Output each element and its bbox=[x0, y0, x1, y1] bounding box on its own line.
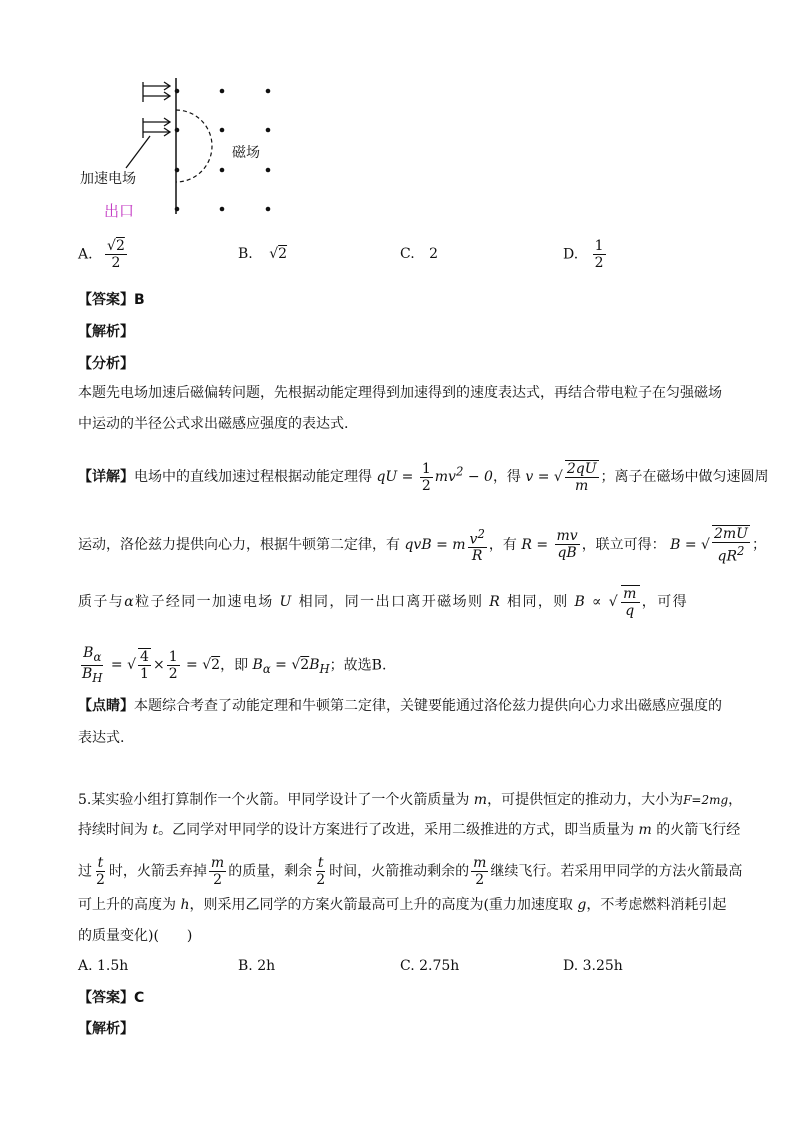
detail-text-3b: 粒子经同一加速电场 bbox=[135, 594, 274, 610]
q5-text-4b: ，则采用乙同学的方案火箭最高可上升的高度为(重力加速度取 bbox=[189, 897, 573, 913]
q5-text-3c: 的质量，剩余 bbox=[228, 863, 313, 880]
q5-text-2c: 的火箭飞行经 bbox=[656, 822, 741, 838]
formula-energy: qU = $\frac{1}{2}$ $mv^2 - 0$ bbox=[376, 460, 493, 494]
detail-text-1c: ；离子在磁场中做匀速圆周 bbox=[600, 469, 769, 485]
q5-line4: 可上升的高度为 h，则采用乙同学的方案火箭最高可上升的高度为(重力加速度取 g，不考虑燃料消耗引起 bbox=[78, 897, 727, 913]
formula-lorentz: qvB = m $\frac{v^2}{R}$ bbox=[404, 526, 485, 565]
q5-line1: 5.某实验小组打算制作一个火箭。甲同学设计了一个火箭质量为 m，可提供恒定的推动力，大小为F=2mg， bbox=[78, 792, 743, 808]
formula-velocity: v = √ $\frac{2qU}{m}$ bbox=[525, 461, 597, 494]
q5-text-3b: 时，火箭丢弃掉 bbox=[108, 863, 207, 880]
option-c-value: 2 bbox=[429, 246, 439, 262]
detail-text-4b: ；故选B. bbox=[329, 657, 387, 674]
q5-option-a: A. 1.5h bbox=[78, 958, 129, 974]
label-magnetic-field: 磁场 bbox=[232, 145, 260, 161]
label-exit: 出口 bbox=[104, 202, 135, 220]
q4-detail-line1 bbox=[78, 460, 769, 494]
q5-option-d: D. 3.25h bbox=[563, 958, 623, 974]
q5-text-4c: ，不考虑燃料消耗引起 bbox=[586, 897, 727, 913]
q5-option-b: B. 2h bbox=[238, 958, 276, 974]
q5-jiexi-heading: 【解析】 bbox=[78, 1021, 134, 1037]
q4-analysis-line2: 中运动的半径公式求出磁感应强度的表达式. bbox=[78, 416, 349, 432]
detail-text-1: 电场中的直线加速过程根据动能定理得 bbox=[134, 469, 372, 485]
detail-text-4: ，即 bbox=[220, 657, 249, 674]
dianjing-tag: 【点睛】 bbox=[78, 698, 134, 714]
q5-option-c: C. 2.75h bbox=[400, 958, 460, 974]
q5-text-1b: ，可提供恒定的推动力，大小为 bbox=[487, 792, 684, 808]
detail-text-3d: 相同，则 bbox=[507, 594, 569, 610]
q4-detail-line3: 质子与α粒子经同一加速电场 U 相同，同一出口离开磁场则 R 相同，则 B ∝ √ $\frac{m}{q}$ ，可得 bbox=[78, 586, 688, 619]
q4-jiexi-heading: 【解析】 bbox=[78, 324, 134, 340]
detail-text-2: 运动，洛伦兹力提供向心力，根据牛顿第二定律，有 bbox=[78, 536, 400, 553]
q5-line5: 的质量变化)( ) bbox=[78, 928, 193, 944]
formula-field: B = √ $\frac{2mU}{qR^2}$ bbox=[670, 526, 748, 565]
q5-text-3d: 时间，火箭推动剩余的 bbox=[329, 863, 470, 880]
q5-text-3e: 继续飞行。若采用甲同学的方法火箭最高 bbox=[490, 863, 743, 880]
physics-figure bbox=[78, 72, 298, 232]
detail-text-3a: 质子与 bbox=[78, 594, 125, 610]
option-d-label: D. bbox=[563, 246, 579, 263]
q4-fenxi-heading: 【分析】 bbox=[78, 356, 134, 372]
q5-text-2a: 持续时间为 bbox=[78, 822, 148, 838]
formula-radius: R = $\frac{mv}{qB}$ bbox=[521, 528, 578, 562]
detail-text-1b: ，得 bbox=[492, 469, 521, 485]
option-d bbox=[563, 238, 608, 271]
q5-line3: 过 $\frac{t}{2}$ 时，火箭丢弃掉 $\frac{m}{2}$ 的质量，剩余 $\frac{t}{2}$ 时间，火箭推动剩余的 $\frac{m}{2}$ 继续飞行。若采用甲同学的方法火箭最高 bbox=[78, 855, 743, 888]
q5-line2: 持续时间为 t。乙同学对甲同学的设计方案进行了改进，采用二级推进的方式，即当质量为 m 的火箭飞行经 bbox=[78, 822, 741, 838]
detail-text-3c: 相同，同一出口离开磁场则 bbox=[298, 594, 484, 610]
q5-answer: 【答案】C bbox=[78, 990, 145, 1006]
dianjing-text-1: 本题综合考查了动能定理和牛顿第二定律，关键要能通过洛伦兹力提供向心力求出磁感应强度的 bbox=[134, 698, 722, 714]
detail-text-2c: ，联立可得： bbox=[581, 536, 666, 553]
formula-proportional: B ∝ √ $\frac{m}{q}$ bbox=[574, 586, 638, 619]
q4-detail-line2: 运动，洛伦兹力提供向心力，根据牛顿第二定律，有 qvB = m $\frac{v^2}{R}$ ，有 R = $\frac{mv}{qB}$ ，联立可得： B = √ $\frac{2mU}{qR^2}$ ； bbox=[78, 526, 766, 565]
label-accelerating-field: 加速电场 bbox=[80, 171, 136, 187]
q5-text-3a: 过 bbox=[78, 863, 92, 880]
q5-text-4a: 可上升的高度为 bbox=[78, 897, 176, 913]
option-a-value: $\frac{√2}{2}$ bbox=[107, 238, 125, 271]
detail-text-3e: ，可得 bbox=[641, 594, 688, 610]
detail-text-2b: ，有 bbox=[488, 536, 517, 553]
option-c bbox=[400, 246, 438, 262]
option-b-value: √2 bbox=[269, 246, 288, 262]
option-b-label: B. bbox=[238, 246, 253, 262]
q5-text-1a: 5.某实验小组打算制作一个火箭。甲同学设计了一个火箭质量为 bbox=[78, 792, 470, 808]
q4-dianjing-line2: 表达式. bbox=[78, 730, 125, 746]
option-c-label: C. bbox=[400, 246, 415, 262]
q4-detail-line4 bbox=[78, 645, 728, 686]
detail-tag: 【详解】 bbox=[78, 469, 134, 485]
q5-text-2b: 。乙同学对甲同学的设计方案进行了改进，采用二级推进的方式，即当质量为 bbox=[158, 822, 635, 838]
option-a bbox=[78, 238, 129, 271]
option-d-value: $\frac{1}{2}$ bbox=[594, 238, 604, 271]
q4-analysis-line1: 本题先电场加速后磁偏转问题，先根据动能定理得到加速得到的速度表达式，再结合带电粒子在匀强磁场 bbox=[78, 385, 722, 401]
q4-dianjing-line1 bbox=[78, 696, 728, 716]
formula-ratio: $\frac{B_\alpha}{B_H}$ = √ $\frac{4}{1}$ × $\frac{1}{2}$ = √2 bbox=[82, 645, 221, 685]
option-a-label: A. bbox=[78, 246, 93, 263]
option-b bbox=[238, 246, 287, 262]
formula-result: $B_\alpha = √2B_H$ bbox=[252, 657, 330, 677]
q5-force: F=2mg bbox=[683, 793, 729, 807]
q4-answer: 【答案】B bbox=[78, 292, 145, 308]
